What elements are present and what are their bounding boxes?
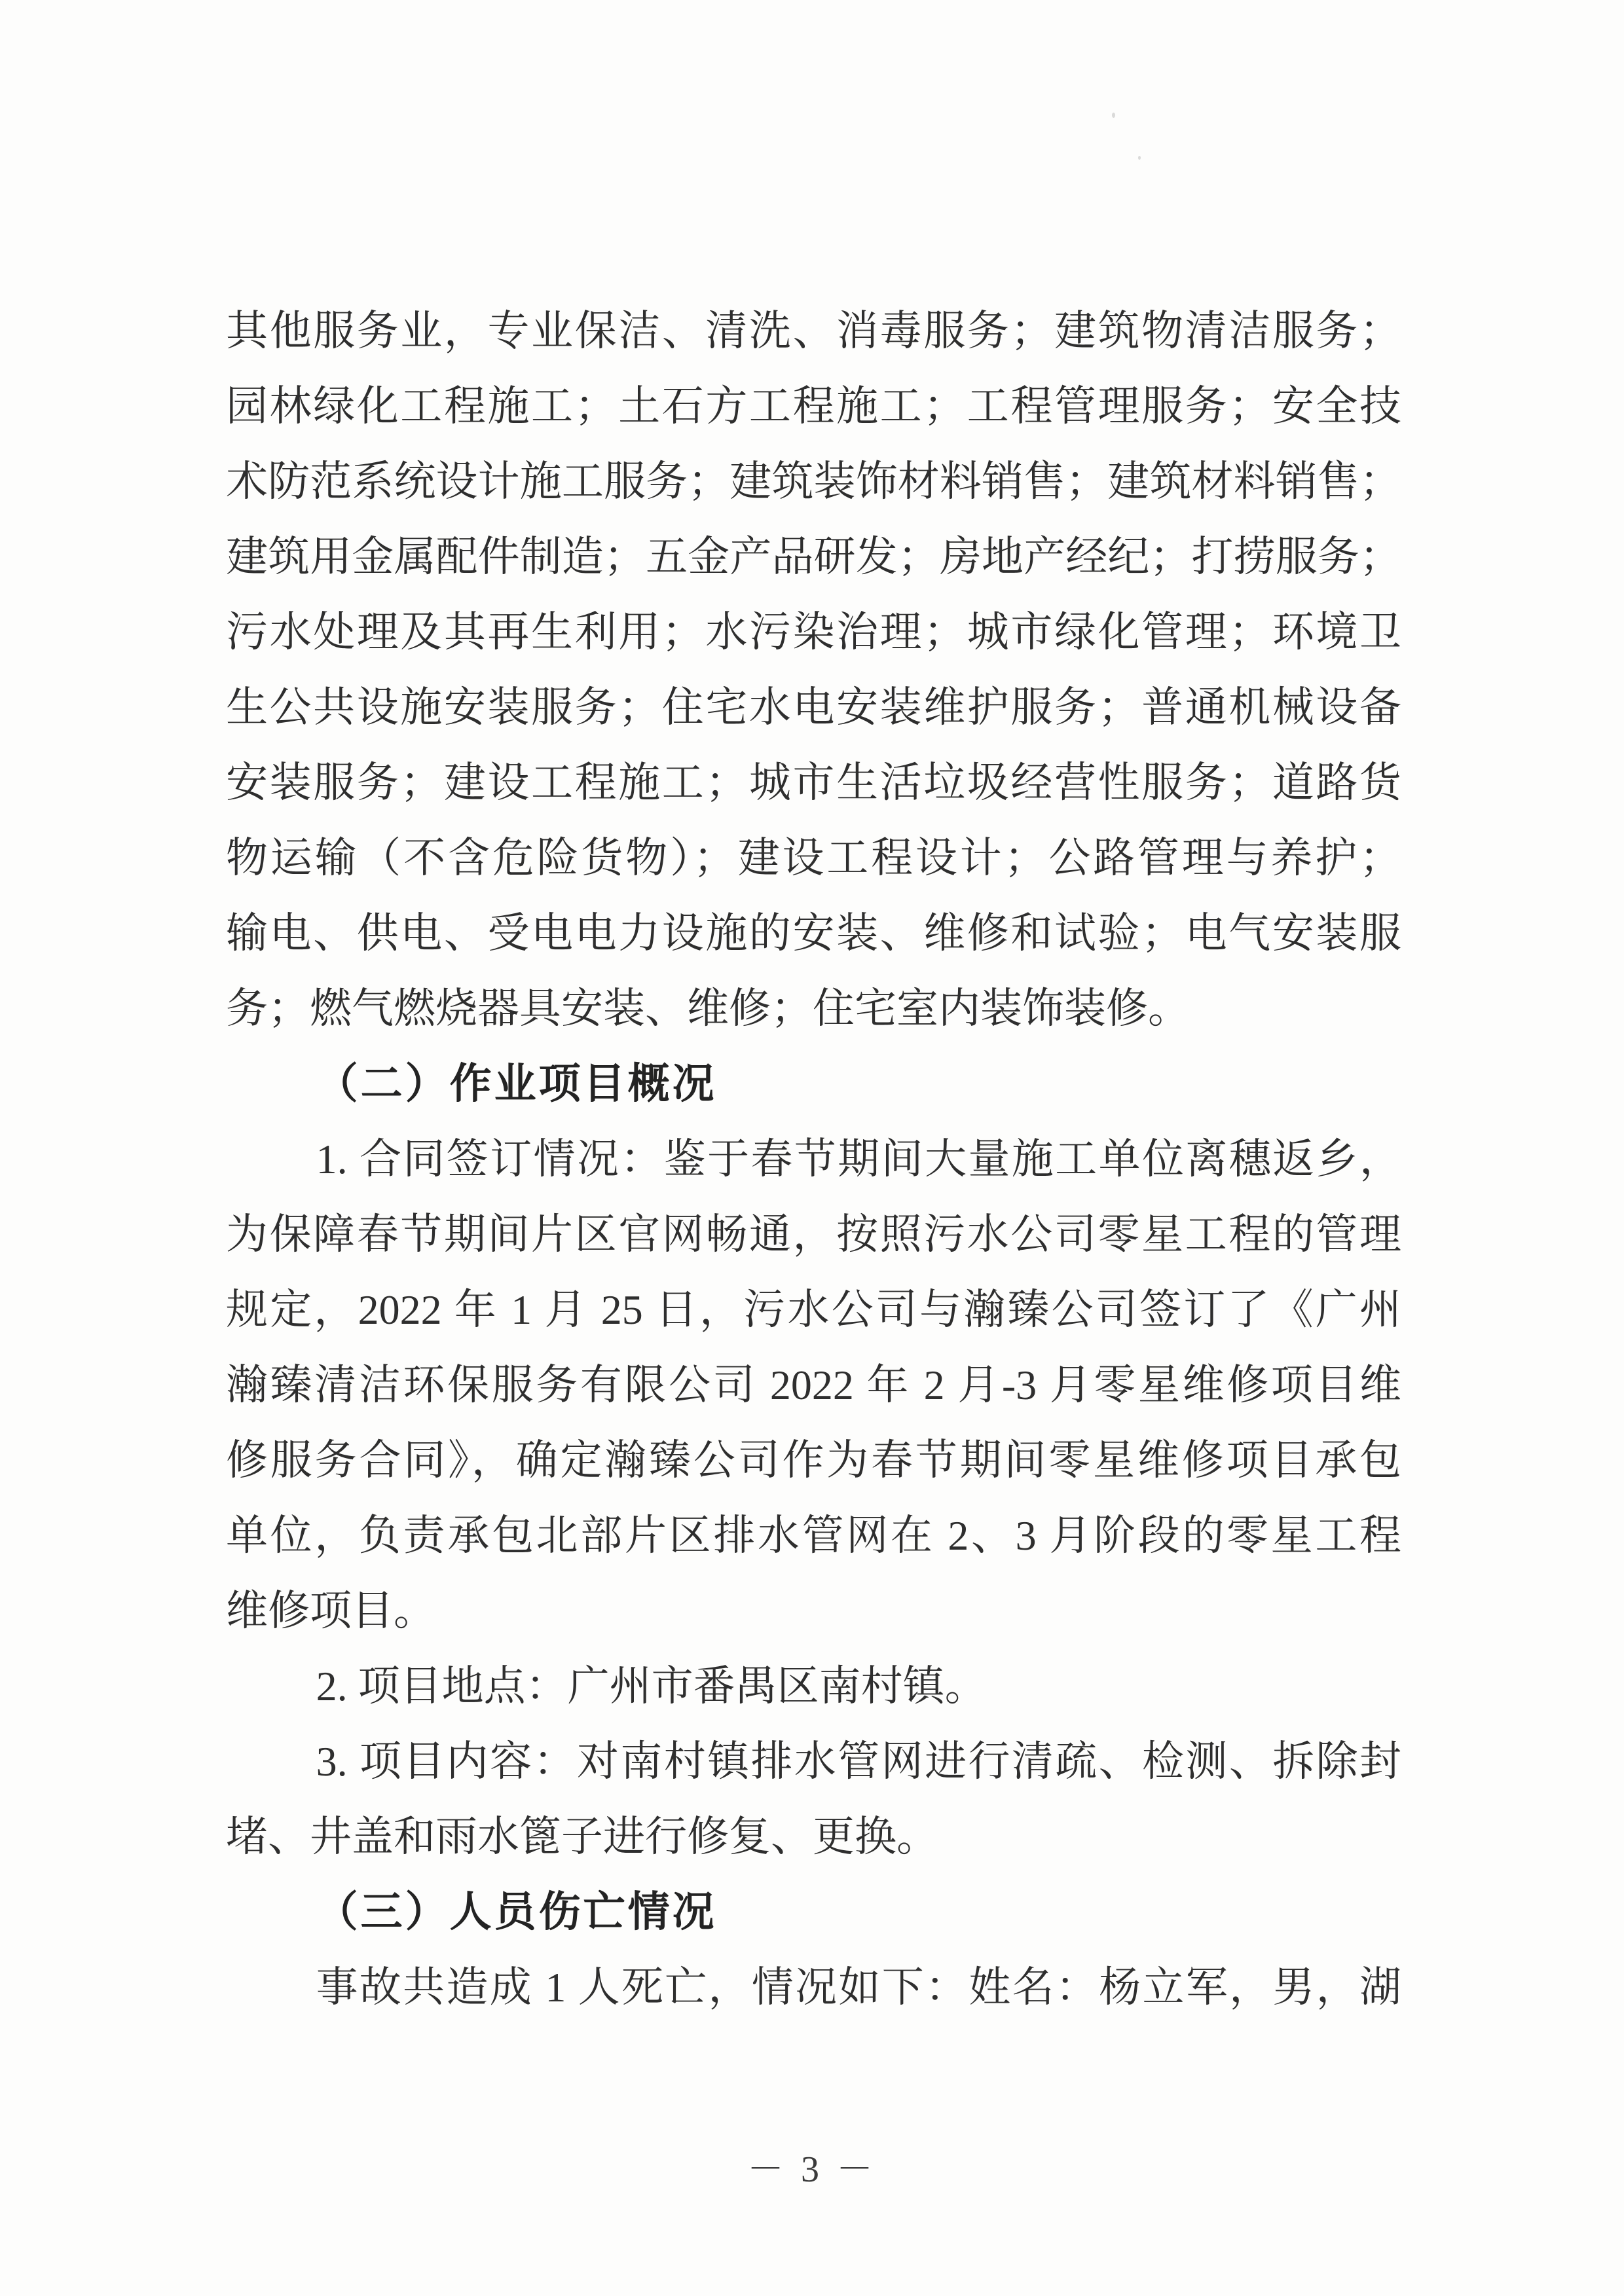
text-line: 3. 项目内容：对南村镇排水管网进行清疏、检测、拆除封 [316, 1738, 1401, 1785]
section-heading: （二）作业项目概况 [316, 1061, 717, 1107]
text-line: 修服务合同》，确定瀚臻公司作为春节期间零星维修项目承包 [226, 1437, 1401, 1484]
text-line: 输电、供电、受电电力设施的安装、维修和试验；电气安装服 [226, 910, 1401, 957]
section-heading: （三）人员伤亡情况 [316, 1889, 717, 1935]
scan-speck [1112, 113, 1115, 118]
text-line: 生公共设施安装服务；住宅水电安装维护服务；普通机械设备 [226, 684, 1401, 731]
text-line: 建筑用金属配件制造；五金产品研发；房地产经纪；打捞服务； [226, 534, 1401, 580]
text-line: 污水处理及其再生利用；水污染治理；城市绿化管理；环境卫 [226, 609, 1401, 655]
text-line: 安装服务；建设工程施工；城市生活垃圾经营性服务；道路货 [226, 759, 1401, 806]
text-line: 1. 合同签订情况：鉴于春节期间大量施工单位离穗返乡， [316, 1136, 1401, 1182]
text-line: 维修项目。 [226, 1588, 435, 1634]
document-body [226, 293, 1401, 2025]
text-line: 2. 项目地点：广州市番禺区南村镇。 [316, 1663, 987, 1709]
text-line: 规定，2022 年 1 月 25 日，污水公司与瀚臻公司签订了《广州 [226, 1286, 1401, 1333]
scan-speck [1138, 156, 1141, 160]
text-line: 单位，负责承包北部片区排水管网在 2、3 月阶段的零星工程 [226, 1512, 1401, 1559]
page-number: － 3 － [747, 2149, 877, 2190]
text-line: 瀚臻清洁环保服务有限公司 2022 年 2 月-3 月零星维修项目维 [226, 1362, 1401, 1408]
text-line: 事故共造成 1 人死亡，情况如下：姓名：杨立军，男，湖 [316, 1964, 1401, 2011]
text-line: 务；燃气燃烧器具安装、维修；住宅室内装饰装修。 [226, 985, 1190, 1032]
text-line: 为保障春节期间片区官网畅通，按照污水公司零星工程的管理 [226, 1211, 1401, 1258]
text-line: 园林绿化工程施工；土石方工程施工；工程管理服务；安全技 [226, 383, 1401, 429]
text-line: 物运输（不含危险货物）；建设工程设计；公路管理与养护； [226, 835, 1401, 881]
text-line: 术防范系统设计施工服务；建筑装饰材料销售；建筑材料销售； [226, 458, 1401, 505]
text-line: 堵、井盖和雨水篦子进行修复、更换。 [226, 1813, 938, 1860]
text-line: 其他服务业，专业保洁、清洗、消毒服务；建筑物清洁服务； [226, 308, 1401, 354]
scan-speck [1040, 1971, 1043, 1974]
